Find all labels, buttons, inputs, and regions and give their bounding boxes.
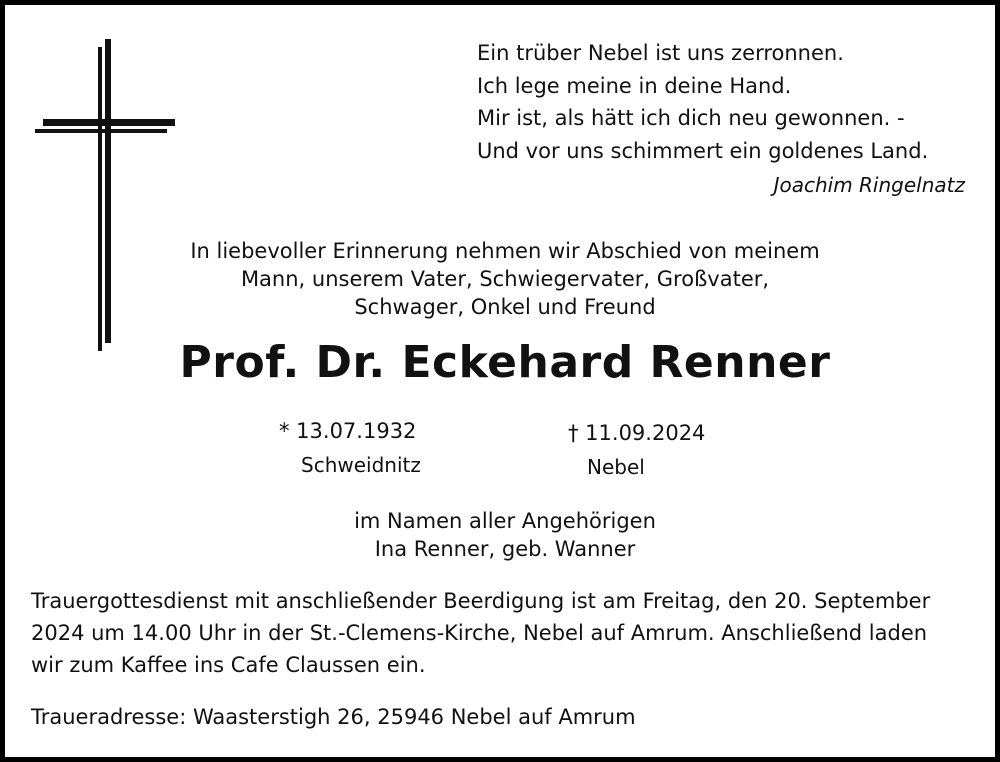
death-place: Nebel	[587, 455, 645, 479]
cross-horizontal-bar	[35, 129, 167, 133]
intro-text	[5, 237, 1000, 321]
service-line: Trauergottesdienst mit anschließender Beerdigung ist am Freitag, den 20. September	[31, 589, 931, 613]
birth-date: * 13.07.1932	[279, 419, 417, 443]
signature-block	[5, 507, 1000, 563]
death-date: † 11.09.2024	[568, 421, 706, 445]
poem-line: Mir ist, als hätt ich dich neu gewonnen. -	[477, 106, 905, 130]
intro-line: Schwager, Onkel und Freund	[354, 295, 656, 319]
signature-name: Ina Renner, geb. Wanner	[374, 537, 636, 561]
poem-line: Ein trüber Nebel ist uns zerronnen.	[477, 41, 844, 65]
poem-author: Joachim Ringelnatz	[773, 173, 965, 197]
poem-line: Und vor uns schimmert ein goldenes Land.	[477, 138, 929, 163]
deceased-name: Prof. Dr. Eckehard Renner	[179, 337, 831, 388]
service-line: 2024 um 14.00 Uhr in der St.-Clemens-Kirche, Nebel auf Amrum. Anschließend laden	[31, 621, 928, 645]
birth-place: Schweidnitz	[301, 453, 421, 477]
poem	[477, 37, 977, 167]
service-info	[31, 585, 991, 681]
poem-line: Ich lege meine in deine Hand.	[477, 73, 792, 98]
service-line: wir zum Kaffee ins Cafe Claussen ein.	[31, 653, 426, 677]
cross-horizontal-bar	[43, 119, 175, 126]
mourning-address: Traueradresse: Waasterstigh 26, 25946 Nebel auf Amrum	[31, 705, 636, 729]
intro-line: Mann, unserem Vater, Schwiegervater, Großvater,	[240, 267, 770, 291]
intro-line: In liebevoller Erinnerung nehmen wir Abschied von meinem	[190, 239, 820, 263]
signature-line: im Namen aller Angehörigen	[354, 509, 656, 533]
